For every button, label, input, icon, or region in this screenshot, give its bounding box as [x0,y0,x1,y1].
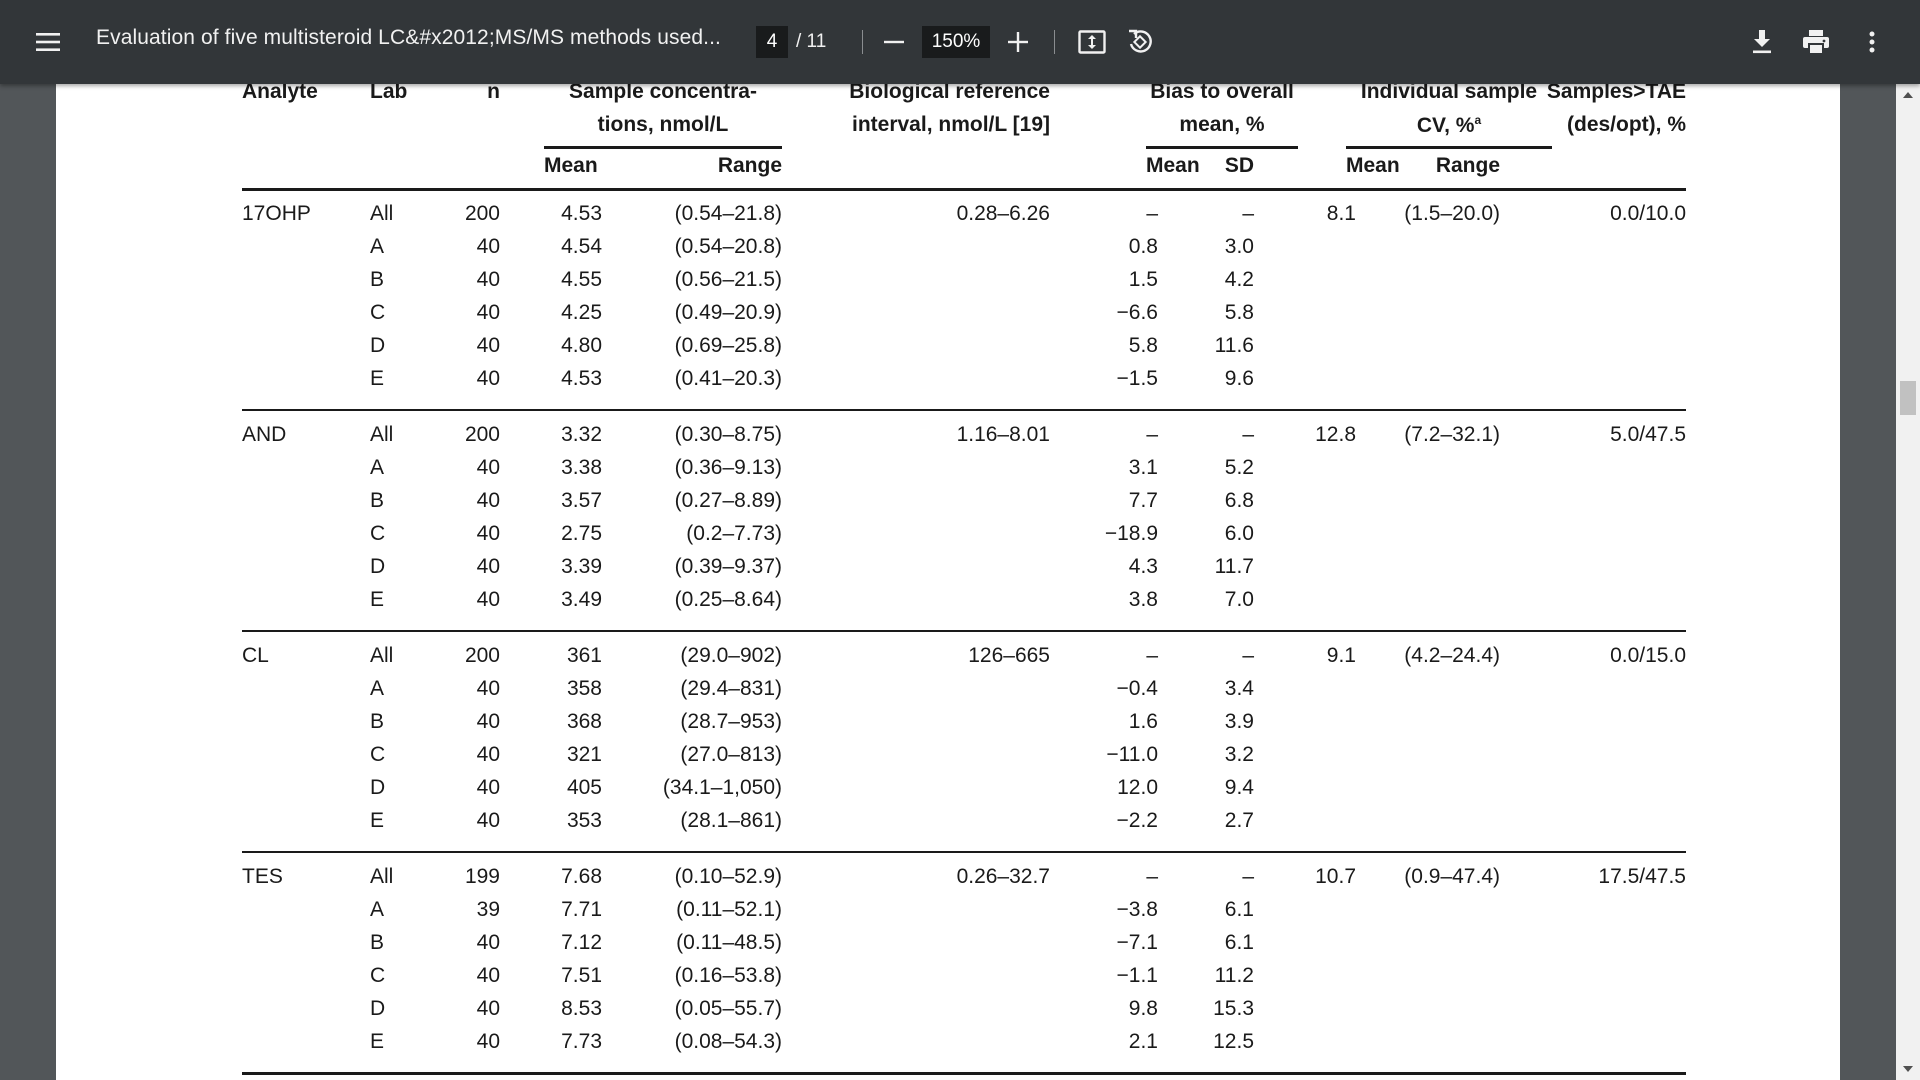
cell-bias-sd: 9.4 [1224,776,1254,799]
cell-mean: 8.53 [561,997,602,1020]
cell-n: 200 [464,423,500,446]
cell-n: 40 [476,677,500,700]
cell-lab: All [370,865,394,888]
cell-mean: 4.55 [561,268,602,291]
table-row [242,710,1686,743]
cell-lab: D [370,555,386,578]
table-row [242,301,1686,334]
cell-lab: C [370,743,386,766]
cell-bias-sd: 11.6 [1214,334,1254,357]
cell-range: (0.05–55.7) [674,997,782,1020]
cell-n: 40 [476,931,500,954]
cell-bias-sd: 2.7 [1224,809,1254,832]
cell-reference-interval: 0.28–6.26 [956,202,1050,225]
header-cv-line2-text: CV, % [1416,114,1475,137]
subheader-mean: Mean [544,154,598,177]
spanner-rule-concentrations [544,146,782,149]
cell-bias-sd: 5.2 [1224,456,1254,479]
cell-lab: C [370,964,386,987]
table-row [242,776,1686,809]
cell-bias-sd: 6.0 [1224,522,1254,545]
cell-range: (0.54–21.8) [674,202,782,225]
zoom-out-icon[interactable] [874,22,914,62]
toolbar-divider [1054,30,1055,54]
cell-range: (0.56–21.5) [674,268,782,291]
cell-lab: D [370,776,386,799]
cell-bias-mean: 2.1 [1128,1030,1158,1053]
page-number-input[interactable]: 4 [756,26,788,58]
header-bias-line2: mean, % [1179,113,1265,136]
document-title: Evaluation of five multisteroid LC&#x2012;MS/MS methods used... [96,26,721,49]
cell-bias-sd: 9.6 [1224,367,1254,390]
cell-range: (28.1–861) [680,809,782,832]
table-row [242,235,1686,268]
table-header-row [242,84,1686,113]
cell-bias-sd: 6.1 [1224,898,1254,921]
cell-cv-mean: 10.7 [1315,865,1356,888]
vertical-scrollbar[interactable] [1896,84,1920,1080]
cell-bias-mean: 3.1 [1128,456,1158,479]
cell-range: (0.11–48.5) [676,931,782,954]
cell-bias-sd: 3.9 [1224,710,1254,733]
cell-bias-mean: – [1146,865,1158,888]
cell-n: 40 [476,489,500,512]
table-row [242,456,1686,489]
cell-mean: 405 [566,776,602,799]
cell-bias-sd: 6.1 [1224,931,1254,954]
scroll-up-arrow-icon[interactable] [1903,92,1913,98]
cell-lab: All [370,202,394,225]
cell-bias-sd: 3.4 [1224,677,1254,700]
cell-range: (0.2–7.73) [686,522,782,545]
header-lab: Lab [370,84,408,103]
cell-mean: 3.32 [561,423,602,446]
spanner-rule-cv [1346,146,1552,149]
cell-range: (34.1–1,050) [662,776,782,799]
cell-range: (29.0–902) [680,644,782,667]
cell-bias-mean: 3.8 [1128,588,1158,611]
cell-mean: 3.38 [561,456,602,479]
cell-range: (27.0–813) [680,743,782,766]
cell-cv-range: (0.9–47.4) [1404,865,1500,888]
cell-lab: A [370,235,385,258]
cell-bias-mean: 0.8 [1128,235,1158,258]
table-row [242,644,1686,677]
cell-mean: 4.53 [561,367,602,390]
header-tae-line1: Samples>TAE [1546,84,1686,103]
cell-range: (0.41–20.3) [674,367,782,390]
cell-mean: 4.53 [561,202,602,225]
cell-n: 40 [476,997,500,1020]
header-concentrations-line2: tions, nmol/L [597,113,729,136]
zoom-level-input[interactable]: 150% [922,26,990,58]
subheader-cv-range: Range [1435,154,1500,177]
cell-lab: E [370,809,385,832]
cell-mean: 358 [566,677,602,700]
pdf-page [56,84,1840,1080]
cell-mean: 3.39 [561,555,602,578]
table-row [242,334,1686,367]
cell-bias-mean: −1.1 [1116,964,1158,987]
cell-bias-sd: – [1242,865,1254,888]
cell-n: 40 [476,555,500,578]
cell-n: 40 [476,456,500,479]
cell-bias-mean: 9.8 [1128,997,1158,1020]
download-icon[interactable] [1742,22,1782,62]
spanner-rules [242,146,1686,154]
cell-bias-sd: 15.3 [1213,997,1254,1020]
cell-range: (0.27–8.89) [674,489,782,512]
header-bias-line1: Bias to overall [1150,84,1294,103]
cell-analyte: TES [242,865,283,888]
subheader-cv-mean: Mean [1346,154,1400,177]
table-row [242,202,1686,235]
analyte-group [242,409,1686,630]
cell-mean: 7.73 [561,1030,602,1053]
cell-n: 39 [476,898,500,921]
cell-bias-mean: 5.8 [1128,334,1158,357]
cell-cv-range: (1.5–20.0) [1404,202,1500,225]
cell-lab: C [370,522,386,545]
header-concentrations-line1: Sample concentra- [569,84,757,103]
cell-n: 40 [476,367,500,390]
cell-bias-mean: – [1146,202,1158,225]
cell-mean: 361 [566,644,602,667]
cell-cv-range: (4.2–24.4) [1404,644,1500,667]
cell-mean: 7.68 [561,865,602,888]
cell-lab: D [370,997,386,1020]
cell-lab: C [370,301,386,324]
header-n: n [487,84,500,103]
cell-bias-mean: −3.8 [1116,898,1158,921]
cell-mean: 368 [566,710,602,733]
cell-lab: A [370,456,385,479]
cell-range: (0.10–52.9) [674,865,782,888]
header-cv-line2 [1346,113,1552,138]
cell-bias-mean: −11.0 [1106,743,1158,766]
cell-lab: A [370,677,385,700]
table-row [242,268,1686,301]
cell-bias-sd: 6.8 [1224,489,1254,512]
table-row [242,931,1686,964]
cell-bias-sd: 3.0 [1224,235,1254,258]
cell-bias-mean: 7.7 [1128,489,1158,512]
cell-bias-mean: −18.9 [1104,522,1158,545]
header-tae-line2: (des/opt), % [1567,113,1686,136]
page-total: / 11 [796,31,827,52]
menu-icon[interactable] [26,22,70,62]
cell-lab: B [370,931,385,954]
table-row [242,522,1686,555]
scroll-down-arrow-icon[interactable] [1903,1066,1913,1072]
cell-mean: 3.57 [561,489,602,512]
cell-bias-mean: – [1146,644,1158,667]
cell-range: (0.08–54.3) [674,1030,782,1053]
table-row [242,489,1686,522]
cell-bias-mean: −0.4 [1116,677,1158,700]
cell-mean: 3.49 [561,588,602,611]
cell-range: (29.4–831) [680,677,782,700]
cell-n: 40 [476,588,500,611]
cell-bias-mean: −1.5 [1116,367,1158,390]
table-row [242,865,1686,898]
subheader-range: Range [717,154,782,177]
cell-n: 40 [476,710,500,733]
cell-samples-over-tae: 0.0/10.0 [1610,202,1686,225]
table-row [242,677,1686,710]
cell-reference-interval: 126–665 [968,644,1050,667]
cell-range: (0.54–20.8) [674,235,782,258]
header-reference-line2: interval, nmol/L [19] [852,113,1050,136]
cell-bias-mean: −6.6 [1116,301,1158,324]
cell-mean: 7.71 [561,898,602,921]
cell-n: 200 [464,644,500,667]
cell-bias-mean: – [1146,423,1158,446]
cell-bias-sd: 11.7 [1214,555,1254,578]
cell-mean: 2.75 [561,522,602,545]
cell-n: 40 [476,1030,500,1053]
cell-bias-sd: 11.2 [1214,964,1254,987]
cell-n: 40 [476,235,500,258]
cell-n: 40 [476,334,500,357]
cell-lab: B [370,268,385,291]
cell-cv-mean: 9.1 [1326,644,1356,667]
cell-bias-mean: 1.6 [1128,710,1158,733]
cell-range: (0.49–20.9) [674,301,782,324]
group-divider [242,188,1686,191]
table-body [242,188,1686,1075]
zoom-in-icon[interactable] [998,22,1038,62]
cell-range: (0.11–52.1) [676,898,782,921]
cell-samples-over-tae: 5.0/47.5 [1610,423,1686,446]
table-row [242,367,1686,400]
cell-cv-mean: 12.8 [1315,423,1356,446]
cell-lab: All [370,423,394,446]
table-row [242,423,1686,456]
cell-bias-sd: – [1242,644,1254,667]
cell-range: (0.25–8.64) [674,588,782,611]
cell-n: 199 [464,865,500,888]
cell-bias-sd: 3.2 [1224,743,1254,766]
cell-lab: E [370,367,385,390]
table-row [242,1030,1686,1063]
cell-lab: E [370,588,385,611]
table-row [242,743,1686,776]
cell-n: 40 [476,743,500,766]
toolbar-divider [862,30,863,54]
cell-bias-mean: −7.1 [1116,931,1158,954]
cell-n: 200 [464,202,500,225]
cell-range: (0.30–8.75) [674,423,782,446]
table-subheader-row [242,154,1686,188]
cell-bias-sd: 12.5 [1213,1030,1254,1053]
group-divider [242,409,1686,411]
cell-samples-over-tae: 17.5/47.5 [1598,865,1686,888]
group-divider [242,630,1686,632]
print-icon[interactable] [1796,22,1836,62]
cell-range: (0.16–53.8) [674,964,782,987]
cell-mean: 4.80 [561,334,602,357]
subheader-bias-mean: Mean [1146,154,1200,177]
cell-mean: 353 [566,809,602,832]
header-cv-footnote-mark: a [1474,113,1482,127]
cell-bias-mean: 12.0 [1117,776,1158,799]
table-header-row [242,113,1686,146]
analyte-group [242,851,1686,1072]
cell-bias-sd: 7.0 [1224,588,1254,611]
cell-analyte: AND [242,423,287,446]
table-row [242,997,1686,1030]
analyte-group [242,188,1686,409]
cell-lab: All [370,644,394,667]
cell-range: (0.36–9.13) [674,456,782,479]
cell-bias-sd: – [1242,202,1254,225]
fit-page-icon[interactable] [1072,22,1112,62]
cell-n: 40 [476,964,500,987]
cell-analyte: 17OHP [242,202,311,225]
table-row [242,588,1686,621]
cell-mean: 7.51 [561,964,602,987]
table-row [242,964,1686,997]
header-reference-line1: Biological reference [849,84,1050,103]
cell-n: 40 [476,522,500,545]
header-analyte: Analyte [242,84,318,103]
table-row [242,898,1686,931]
rotate-icon[interactable] [1120,22,1160,62]
cell-lab: B [370,710,385,733]
spanner-rule-bias [1146,146,1298,149]
header-cv-line1: Individual sample [1360,84,1538,103]
scrollbar-thumb[interactable] [1900,381,1916,415]
more-options-icon[interactable] [1852,22,1892,62]
group-divider [242,851,1686,853]
cell-n: 40 [476,268,500,291]
table-row [242,809,1686,842]
cell-samples-over-tae: 0.0/15.0 [1610,644,1686,667]
subheader-bias-sd: SD [1224,154,1254,177]
table-row [242,555,1686,588]
cell-n: 40 [476,301,500,324]
analyte-group [242,630,1686,851]
cell-analyte: CL [242,644,269,667]
cell-range: (0.69–25.8) [674,334,782,357]
cell-mean: 321 [566,743,602,766]
cell-bias-mean: 1.5 [1128,268,1158,291]
table-bottom-rule [242,1072,1686,1075]
cell-mean: 7.12 [561,931,602,954]
cell-cv-mean: 8.1 [1326,202,1356,225]
cell-bias-mean: −2.2 [1116,809,1158,832]
cell-range: (28.7–953) [680,710,782,733]
cell-cv-range: (7.2–32.1) [1404,423,1500,446]
pdf-toolbar [0,0,1920,84]
results-table [242,84,1686,1075]
cell-lab: E [370,1030,385,1053]
cell-bias-sd: 4.2 [1224,268,1254,291]
cell-reference-interval: 0.26–32.7 [956,865,1050,888]
cell-lab: A [370,898,385,921]
cell-reference-interval: 1.16–8.01 [956,423,1050,446]
cell-mean: 4.25 [561,301,602,324]
cell-bias-sd: 5.8 [1224,301,1254,324]
cell-range: (0.39–9.37) [674,555,782,578]
cell-n: 40 [476,776,500,799]
cell-bias-sd: – [1242,423,1254,446]
cell-bias-mean: 4.3 [1128,555,1158,578]
cell-n: 40 [476,809,500,832]
cell-lab: D [370,334,386,357]
cell-mean: 4.54 [561,235,602,258]
cell-lab: B [370,489,385,512]
